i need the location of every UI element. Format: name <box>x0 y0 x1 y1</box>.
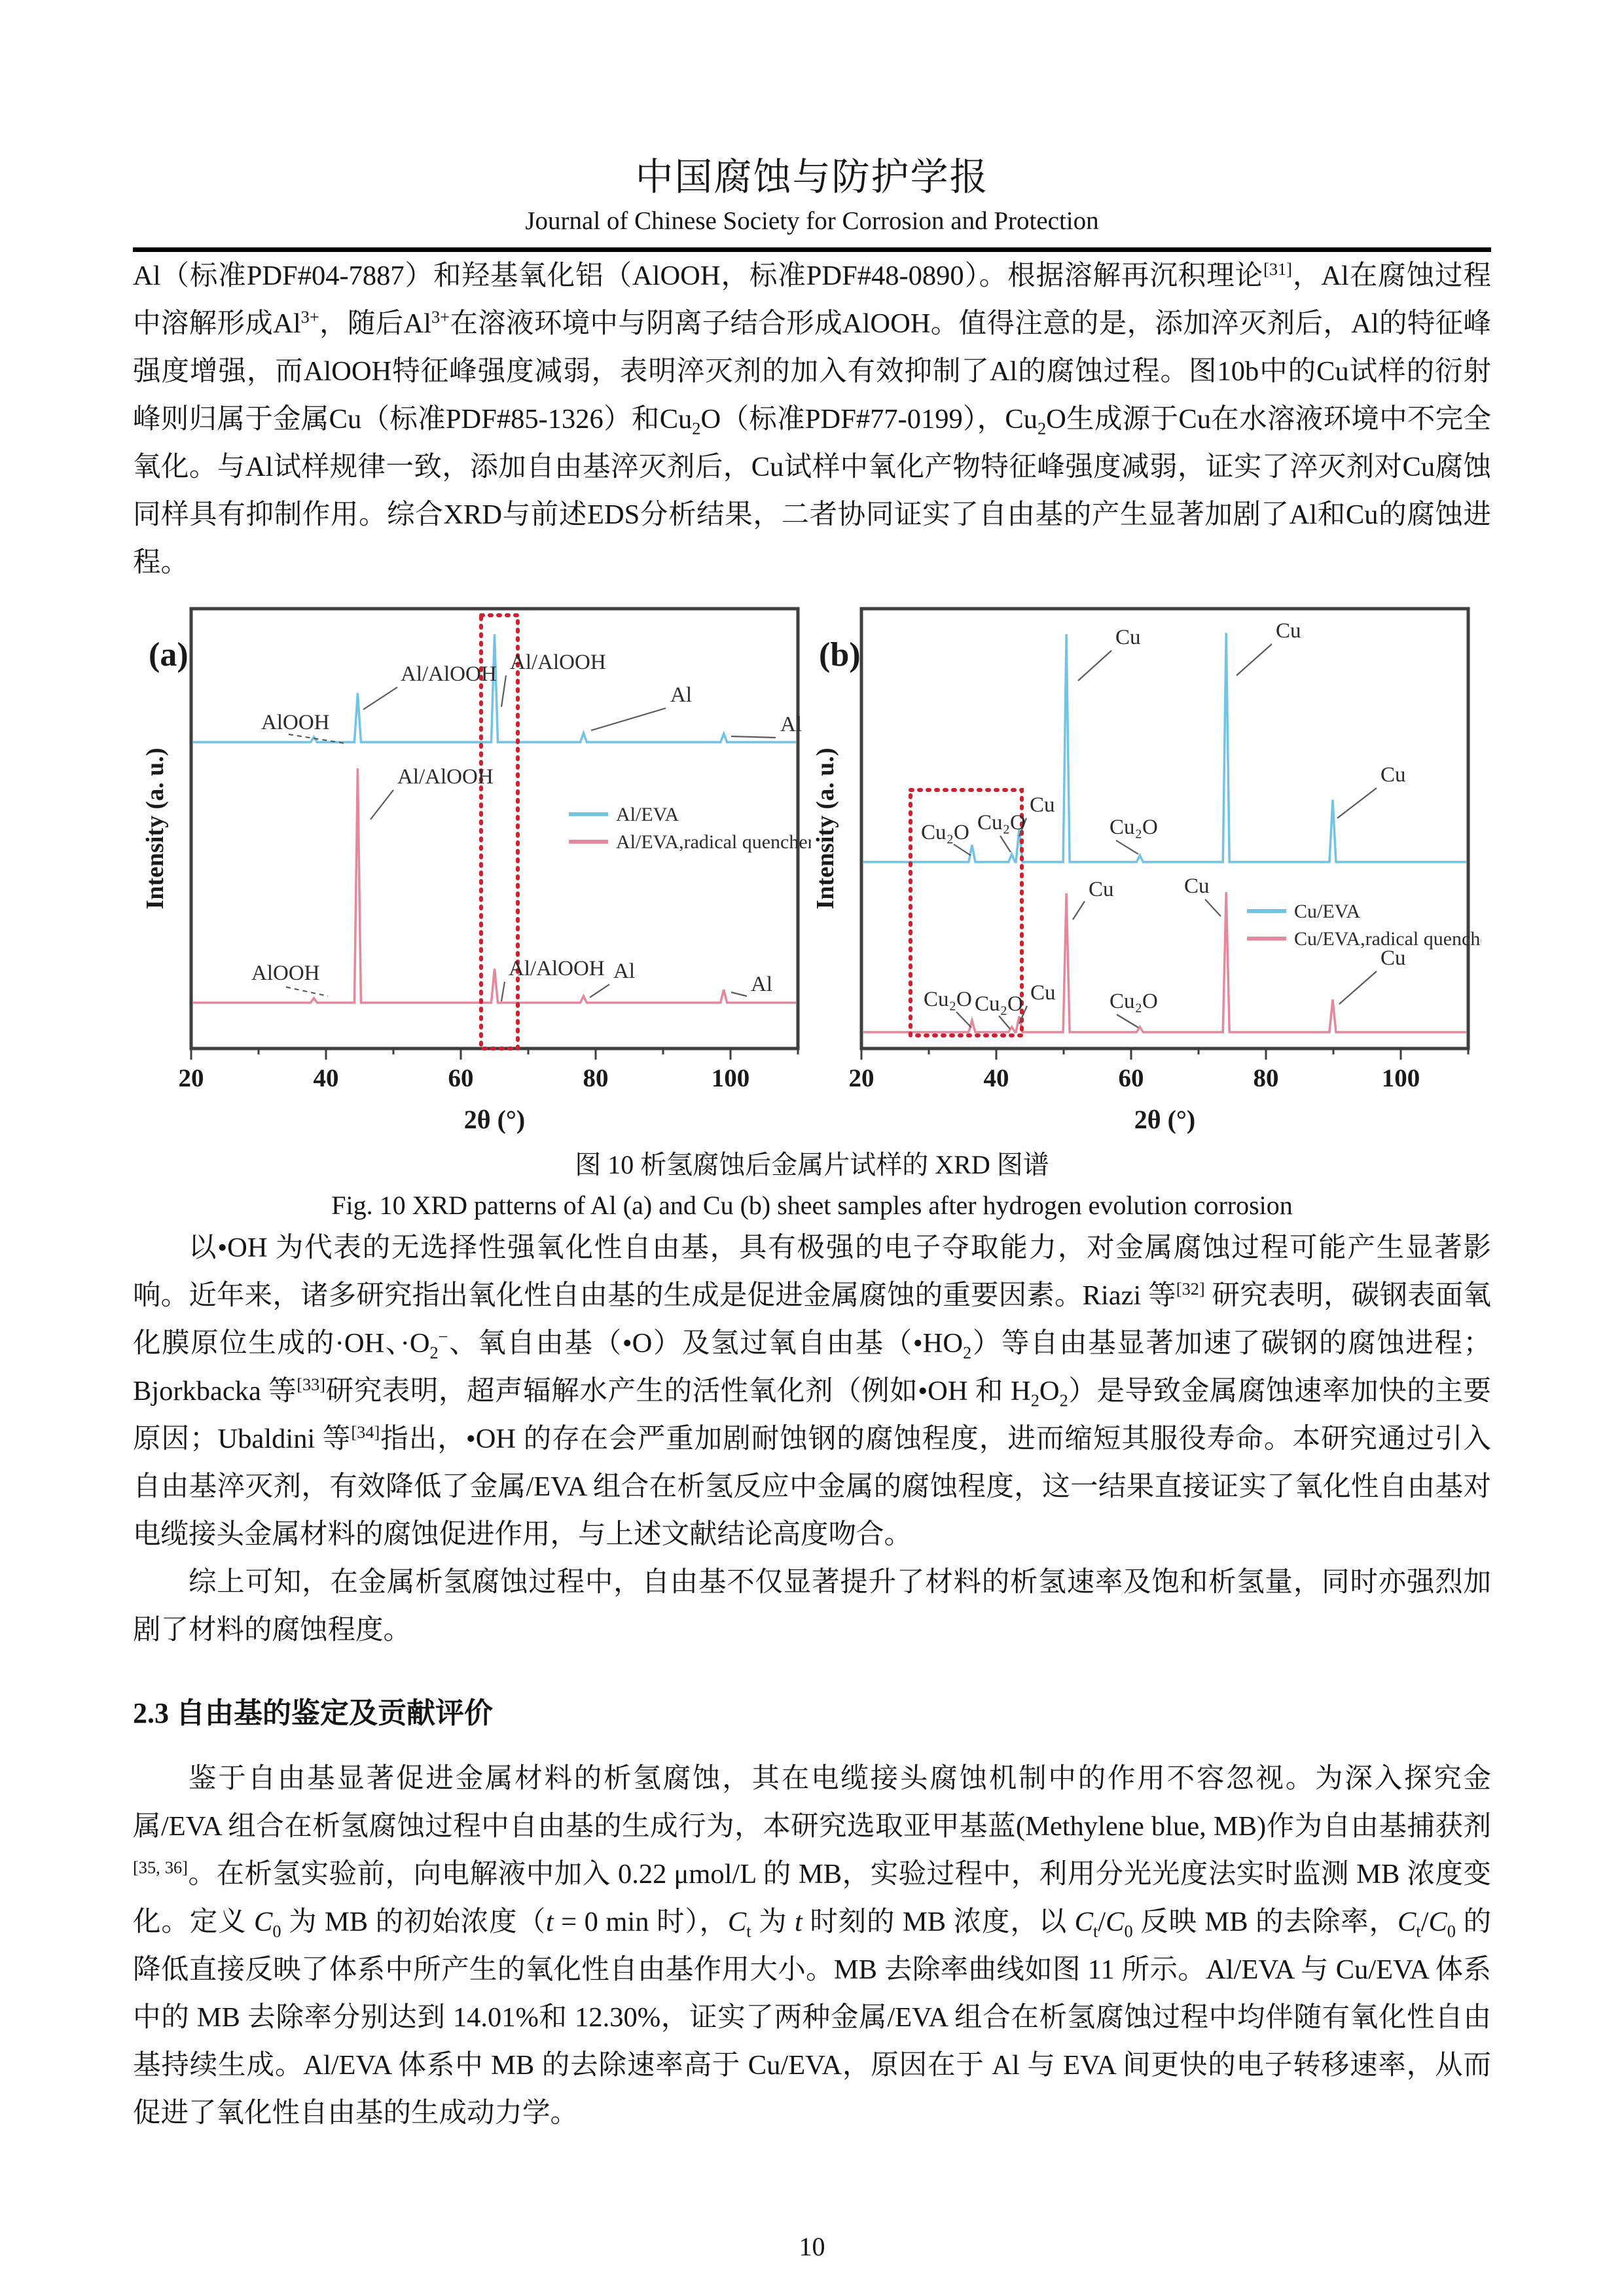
svg-text:Cu: Cu <box>1275 619 1301 643</box>
figure-caption-en: Fig. 10 XRD patterns of Al (a) and Cu (b) sheet samples after hydrogen evolution corrosion <box>331 1191 1293 1220</box>
svg-text:Cu₂O: Cu₂O <box>977 811 1026 834</box>
svg-text:20: 20 <box>178 1064 204 1092</box>
chart-svg <box>143 603 811 1134</box>
svg-text:Al: Al <box>670 683 692 707</box>
svg-text:40: 40 <box>313 1064 338 1092</box>
xrd-chart-al <box>143 603 811 1134</box>
svg-text:60: 60 <box>448 1064 473 1092</box>
svg-text:2θ (°): 2θ (°) <box>1134 1105 1195 1134</box>
svg-text:Cu₂O: Cu₂O <box>1109 816 1158 839</box>
svg-text:Cu: Cu <box>1030 981 1056 1005</box>
svg-text:Cu/EVA: Cu/EVA <box>1293 901 1360 922</box>
svg-text:Cu/EVA,radical quencher: Cu/EVA,radical quencher <box>1293 928 1481 950</box>
svg-text:Cu: Cu <box>1088 878 1114 901</box>
svg-text:Al/EVA,radical quencher: Al/EVA,radical quencher <box>615 831 811 853</box>
xrd-chart-cu <box>814 603 1481 1134</box>
svg-text:80: 80 <box>1253 1064 1278 1092</box>
figure-10 <box>133 603 1491 1134</box>
page-number: 10 <box>799 2232 825 2261</box>
paragraph-xrd-discussion: Al（标准PDF#04-7887）和羟基氧化铝（AlOOH，标准PDF#48-0890）。根据溶解再沉积理论[31]，Al在腐蚀过程中溶解形成$Al^{3+}$，随后$Al^{3+}$在溶液环境中与阴离子结合形成AlOOH。值得注意的是，添加淬灭剂后，Al的特征峰强度增强，而AlOOH特征峰强度减弱，表明淬灭剂的加入有效抑制了Al的腐蚀过程。图10b中的Cu试样的衍射峰则归属于金属Cu（标准PDF#85-1326）和$Cu_2O$（标准PDF#77-0199），$Cu_2O$生成源于Cu在水溶液环境中不完全氧化。与Al试样规律一致，添加自由基淬灭剂后，Cu试样中氧化产物特征峰强度减弱，证实了淬灭剂对Cu腐蚀同样具有抑制作用。综合XRD与前述EDS分析结果，二者协同证实了自由基的产生显著加剧了Al和Cu的腐蚀进程。 <box>133 259 1491 578</box>
chart-svg <box>814 603 1481 1134</box>
paragraph-summary: 综上可知，在金属析氢腐蚀过程中，自由基不仅显著提升了材料的析氢速率及饱和析氢量，同时亦强烈加剧了材料的腐蚀程度。 <box>133 1567 1491 1645</box>
svg-text:Cu: Cu <box>1029 793 1055 817</box>
section-heading-2-3: 2.3 自由基的鉴定及贡献评价 <box>133 1697 493 1729</box>
svg-text:40: 40 <box>983 1064 1009 1092</box>
svg-text:Cu₂O: Cu₂O <box>974 992 1023 1016</box>
svg-text:AlOOH: AlOOH <box>261 711 329 734</box>
svg-text:Intensity (a. u.): Intensity (a. u.) <box>813 747 839 910</box>
figure-caption-zh: 图 10 析氢腐蚀后金属片试样的 XRD 图谱 <box>575 1150 1049 1179</box>
svg-text:100: 100 <box>711 1064 749 1092</box>
svg-text:Al/EVA: Al/EVA <box>615 804 679 825</box>
svg-text:Cu: Cu <box>1183 874 1210 898</box>
svg-text:80: 80 <box>583 1064 608 1092</box>
svg-text:100: 100 <box>1381 1064 1420 1092</box>
svg-text:Cu₂O: Cu₂O <box>923 988 972 1011</box>
svg-text:Al: Al <box>750 973 772 996</box>
svg-text:Al/AlOOH: Al/AlOOH <box>400 662 497 686</box>
paragraph-radical-literature: 以•OH 为代表的无选择性强氧化性自由基，具有极强的电子夺取能力，对金属腐蚀过程可能产生显著影响。近年来，诸多研究指出氧化性自由基的生成是促进金属腐蚀的重要因素。Riazi 等[32] 研究表明，碳钢表面氧化膜原位生成的·OH、$\cdot O_2^-$、氧自由基（•O）及氢过氧自由基$(•HO_2)$等自由基显著加速了碳钢的腐蚀进程； Bjorkbacka 等[33]研究表明，超声辐解水产生的活性氧化剂（例如•OH 和 $H_2O_2$）是导致金属腐蚀速率加快的主要原因；Ubaldini 等[34]指出，•OH 的存在会严重加剧耐蚀钢的腐蚀程度，进而缩短其服役寿命。本研究通过引入自由基淬灭剂，有效降低了金属/EVA 组合在析氢反应中金属的腐蚀程度，这一结果直接证实了氧化性自由基对电缆接头金属材料的腐蚀促进作用，与上述文献结论高度吻合。 <box>133 1232 1491 1550</box>
header-rule <box>133 247 1491 252</box>
svg-text:60: 60 <box>1118 1064 1144 1092</box>
svg-text:Cu₂O: Cu₂O <box>1109 990 1158 1013</box>
svg-text:Cu: Cu <box>1115 626 1141 649</box>
svg-text:Cu: Cu <box>1380 946 1406 970</box>
svg-text:Intensity (a. u.): Intensity (a. u.) <box>143 747 169 910</box>
svg-text:Al/AlOOH: Al/AlOOH <box>509 651 606 674</box>
svg-text:Cu: Cu <box>1380 763 1406 787</box>
svg-text:Al: Al <box>780 713 802 736</box>
paragraph-mb-experiment: 鉴于自由基显著促进金属材料的析氢腐蚀，其在电缆接头腐蚀机制中的作用不容忽视。为深入探究金属/EVA 组合在析氢腐蚀过程中自由基的生成行为，本研究选取亚甲基蓝(Methylene blue, MB)作为自由基捕获剂[35, 36]。在析氢实验前，向电解液中加入 0.22 μmol/L 的 MB，实验过程中，利用分光光度法实时监测 MB 浓度变化。定义 $C_0$ 为 MB 的初始浓度（t = 0 min 时），$C_t$ 为 t 时刻的 MB 浓度，以 $C_t/C_0$ 反映 MB 的去除率，$C_t/C_0$ 的降低直接反映了体系中所产生的氧化性自由基作用大小。MB 去除率曲线如图 11 所示。Al/EVA 与 Cu/EVA 体系中的 MB 去除率分别达到 14.01%和 12.30%，证实了两种金属/EVA 组合在析氢腐蚀过程中均伴随有氧化性自由基持续生成。Al/EVA 体系中 MB 的去除速率高于 Cu/EVA，原因在于 Al 与 EVA 间更快的电子转移速率，从而促进了氧化性自由基的生成动力学。 <box>133 1763 1491 2128</box>
svg-text:(b): (b) <box>818 636 861 673</box>
svg-text:2θ (°): 2θ (°) <box>463 1105 525 1134</box>
svg-text:20: 20 <box>848 1064 874 1092</box>
svg-text:Al/AlOOH: Al/AlOOH <box>508 957 605 980</box>
svg-text:Al/AlOOH: Al/AlOOH <box>397 765 494 789</box>
journal-title-en: Journal of Chinese Society for Corrosion and Protection <box>525 207 1099 235</box>
journal-title-zh: 中国腐蚀与防护学报 <box>635 156 989 198</box>
svg-text:Cu₂O: Cu₂O <box>920 821 969 844</box>
svg-text:AlOOH: AlOOH <box>251 961 319 985</box>
svg-text:(a): (a) <box>148 636 189 673</box>
svg-text:Al: Al <box>613 960 635 983</box>
